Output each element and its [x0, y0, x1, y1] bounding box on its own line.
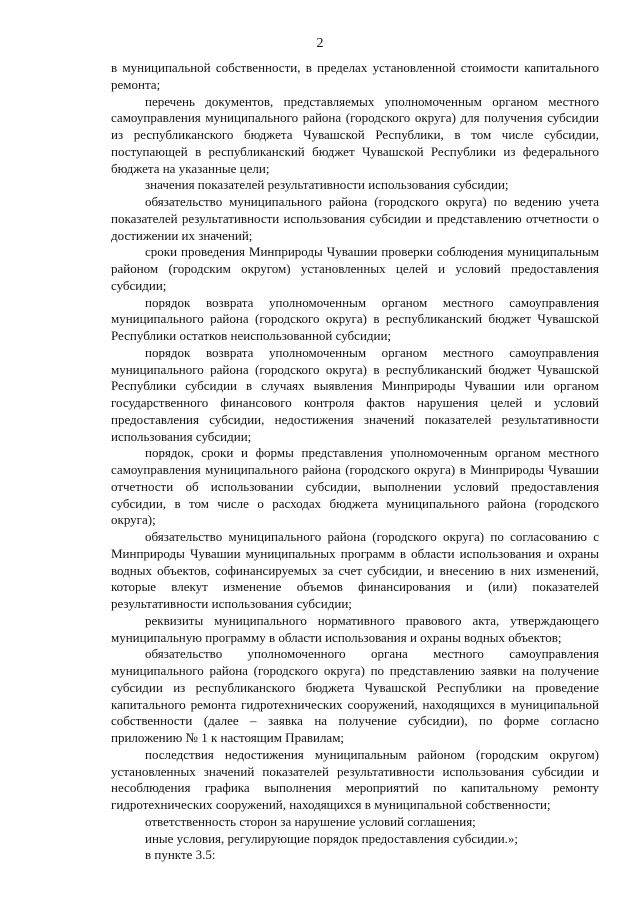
- document-body: [111, 60, 599, 864]
- paragraph-accounting-obligation: обязательство муниципального района (городского округа) по ведению учета показателей результативности использования субсидии и представлению отчетности о достижении их значений;: [111, 194, 599, 243]
- page-number: 2: [316, 36, 324, 51]
- paragraph-reporting-procedure: порядок, сроки и формы представления уполномоченным органом местного самоуправления муниципального района (городского округа) в Минприроды Чувашии отчетности об использовании субсидии, выполнении условий предоставления субсидии, в том числе о расходах бюджета муниципального района (городского округа);: [111, 445, 599, 528]
- paragraph-application-obligation: обязательство уполномоченного органа местного самоуправления муниципального района (городского округа) по представлению заявки на получение субсидии из республиканского бюджета Чувашской Республики на проведение капитального ремонта гидротехнических сооружений, находящихся в муниципальной собственности (далее – заявка на получение субсидии), по форме согласно приложению № 1 к настоящим Правилам;: [111, 646, 599, 745]
- paragraph-responsibility: ответственность сторон за нарушение условий соглашения;: [145, 813, 476, 829]
- paragraph-legal-act-details: реквизиты муниципального нормативного правового акта, утверждающего муниципальную программу в области использования и охраны водных объектов;: [111, 612, 599, 645]
- paragraph-continuation: в муниципальной собственности, в пределах установленной стоимости капитального ремонта;: [111, 60, 599, 92]
- paragraph-documents-list: перечень документов, представляемых уполномоченным органом местного самоуправления муниципального района (городского округа) для получения субсидии из республиканского бюджета Чувашской Республики, в том числе субсидии, поступающей в республиканский бюджет Чувашской Республики из федерального бюджета на указанные цели;: [111, 93, 599, 176]
- paragraph-other-conditions: иные условия, регулирующие порядок предоставления субсидии.»;: [145, 830, 519, 846]
- paragraph-clause-reference: в пункте 3.5:: [145, 847, 216, 863]
- paragraph-inspection-terms: сроки проведения Минприроды Чувашии проверки соблюдения муниципальным районом (городским округом) установленных целей и условий предоставления субсидии;: [111, 244, 599, 293]
- paragraph-consequences: последствия недостижения муниципальным районом (городским округом) установленных значений показателей результативности использования субсидии и несоблюдения графика выполнения мероприятий по капитальному ремонту гидротехнических сооружений, находящихся в муниципальной собственности;: [111, 746, 599, 812]
- paragraph-violation-return: порядок возврата уполномоченным органом местного самоуправления муниципального района (городского округа) в республиканский бюджет Чувашской Республики субсидии в случаях выявления Минприроды Чувашии или органом государственного финансового контроля фактов нарушения целей и условий предоставления субсидии, недостижения значений показателей результативности использования субсидии;: [111, 344, 599, 444]
- paragraph-indicator-values: значения показателей результативности использования субсидии;: [145, 177, 509, 193]
- paragraph-unused-subsidy-return: порядок возврата уполномоченным органом местного самоуправления муниципального района (городского округа) в республиканский бюджет Чувашской Республики остатков неиспользованной субсидии;: [111, 294, 599, 343]
- paragraph-program-approval: обязательство муниципального района (городского округа) по согласованию с Минприроды Чувашии муниципальных программ в области использования и охраны водных объектов, софинансируемых за счет субсидии, и внесению в них изменений, которые влекут изменение объемов финансирования и (или) показателей результативности использования субсидии;: [111, 529, 599, 611]
